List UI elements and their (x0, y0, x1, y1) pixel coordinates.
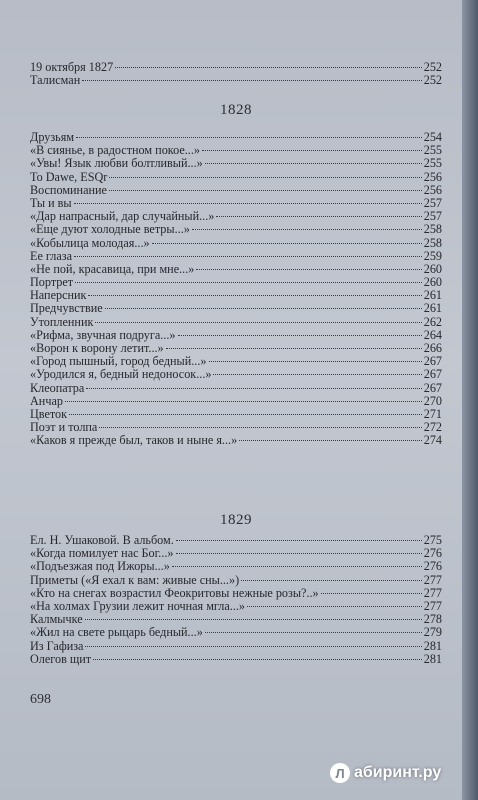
toc-entry-title: Предчувствие (30, 301, 103, 316)
toc-entry-page: 258 (423, 235, 442, 250)
toc-entry-page: 276 (423, 559, 442, 574)
toc-entry-title: Талисман (30, 73, 81, 88)
toc-entry-page: 257 (423, 209, 442, 224)
leader-dots (239, 440, 422, 441)
toc-entry-page: 276 (423, 546, 442, 561)
toc-entry-page: 267 (423, 367, 442, 382)
leader-dots (109, 190, 422, 191)
toc-entry (30, 559, 442, 572)
toc-entry-title: «В сиянье, в радостном покое...» (30, 143, 200, 158)
toc-entry-title: Воспоминание (30, 182, 107, 197)
leader-dots (74, 256, 422, 257)
leader-dots (166, 348, 422, 349)
toc-entry-title: «Не пой, красавица, при мне...» (30, 261, 195, 276)
leader-dots (65, 401, 422, 402)
toc-entry-title: Наперсник (30, 288, 87, 303)
leader-dots (88, 295, 421, 296)
toc-entry-page: 255 (423, 143, 442, 158)
toc-entry-page: 277 (423, 585, 442, 600)
toc-entry (30, 288, 442, 301)
toc-entry (30, 612, 442, 625)
toc-entry (30, 639, 442, 652)
toc-entry (30, 573, 442, 586)
leader-dots (205, 632, 422, 633)
leader-dots (93, 659, 422, 660)
toc-entry-title: «Жил на свете рыцарь бедный...» (30, 625, 203, 640)
toc-entry-page: 267 (423, 380, 442, 395)
toc-entry-title: Друзьям (30, 130, 75, 144)
toc-entry-title: Анчар (30, 393, 63, 408)
toc-entry-title: «Каков я прежде был, таков и ныне я...» (30, 433, 238, 448)
toc-entry-page: 274 (423, 433, 442, 448)
toc-entry (30, 209, 442, 222)
toc-entry (30, 196, 442, 209)
toc-entry (30, 130, 442, 143)
toc-top-section (30, 60, 442, 86)
toc-entry (30, 433, 442, 446)
toc-entry (30, 301, 442, 314)
toc-entry-title: «Когда помилует нас Бог...» (30, 546, 174, 561)
toc-entry-page: 252 (423, 73, 442, 88)
toc-entry-title: «Увы! Язык любви болтливый...» (30, 156, 203, 171)
leader-dots (176, 540, 422, 541)
leader-dots (86, 388, 421, 389)
toc-entry-title: Калмычке (30, 612, 83, 627)
toc-entry-title: 19 октября 1827 (30, 60, 114, 74)
toc-entry-page: 279 (423, 625, 442, 640)
toc-entry-page: 281 (423, 638, 442, 653)
toc-entry-title: Цветок (30, 406, 68, 421)
leader-dots (99, 427, 421, 428)
leader-dots (109, 177, 421, 178)
leader-dots (85, 619, 422, 620)
toc-entry (30, 394, 442, 407)
heading-1829 (30, 512, 442, 529)
leader-dots (205, 163, 422, 164)
toc-entry-title: Клеопатра (30, 380, 85, 395)
toc-entry-page: 266 (423, 341, 442, 355)
toc-entry-title: Ты и вы (30, 195, 72, 210)
section-heading: 1828 (220, 102, 252, 118)
toc-entry-page: 267 (423, 354, 442, 369)
toc-entry-title: «Уродился я, бедный недоносок...» (30, 367, 212, 382)
leader-dots (178, 335, 422, 336)
toc-entry (30, 60, 442, 73)
toc-entry-title: Из Гафиза (30, 638, 84, 653)
toc-entry-title: To Dawe, ESQr (30, 169, 108, 184)
toc-entry (30, 170, 442, 183)
toc-entry (30, 381, 442, 394)
leader-dots (76, 137, 422, 138)
toc-entry-page: 258 (423, 222, 442, 237)
toc-entry-title: «Ворон к ворону летит...» (30, 341, 164, 355)
toc-entry-page: 252 (423, 60, 442, 74)
toc-entry-page: 261 (423, 288, 442, 303)
leader-dots (209, 361, 422, 362)
toc-entry (30, 546, 442, 559)
toc-entry (30, 328, 442, 341)
leader-dots (82, 80, 421, 81)
toc-entry-page: 264 (423, 327, 442, 342)
toc-entry (30, 341, 442, 354)
toc-entry-title: «Подъезжая под Ижоры...» (30, 559, 170, 574)
toc-entry-page: 277 (423, 572, 442, 587)
toc-entry-title: Ел. Н. Ушаковой. В альбом. (30, 533, 174, 547)
leader-dots (172, 566, 422, 567)
toc-1829-list (30, 533, 442, 665)
toc-entry-title: «Дар напрасный, дар случайный...» (30, 209, 215, 224)
leader-dots (115, 67, 422, 68)
page-number: 698 (30, 692, 51, 707)
toc-entry-page: 278 (423, 612, 442, 627)
toc-entry-page: 281 (423, 651, 442, 666)
toc-entry (30, 420, 442, 433)
leader-dots (196, 269, 421, 270)
toc-entry (30, 73, 442, 86)
toc-entry-title: Поэт и толпа (30, 420, 98, 435)
toc-entry-page: 272 (423, 420, 442, 435)
toc-entry-page: 270 (423, 393, 442, 408)
leader-dots (152, 243, 422, 244)
heading-1828 (30, 102, 442, 119)
toc-entry-page: 260 (423, 275, 442, 290)
toc-entry-title: «Город пышный, город бедный...» (30, 354, 207, 369)
toc-entry (30, 586, 442, 599)
toc-entry-page: 277 (423, 598, 442, 613)
leader-dots (74, 203, 422, 204)
toc-entry (30, 533, 442, 546)
toc-entry-title: Портрет (30, 275, 74, 290)
leader-dots (321, 593, 422, 594)
toc-entry-title: Ее глаза (30, 248, 72, 263)
toc-entry-title: «Кто на снегах возрастил Феокритовы нежные розы?..» (30, 585, 319, 600)
toc-entry-page: 261 (423, 301, 442, 316)
toc-entry (30, 249, 442, 262)
watermark-text: абиринт.ру (354, 764, 442, 781)
toc-entry (30, 156, 442, 169)
toc-entry (30, 236, 442, 249)
leader-dots (216, 216, 421, 217)
toc-entry-title: Приметы («Я ехал к вам: живые сны...») (30, 572, 240, 587)
leader-dots (176, 553, 422, 554)
toc-entry-title: «Рифма, звучная подруга...» (30, 327, 176, 342)
toc-entry-title: «На холмах Грузии лежит ночная мгла...» (30, 598, 246, 613)
section-heading: 1829 (220, 512, 252, 528)
toc-entry-page: 256 (423, 169, 442, 184)
toc-entry-page: 257 (423, 195, 442, 210)
watermark (330, 763, 441, 783)
toc-entry-title: «Кобылица молодая...» (30, 235, 150, 250)
toc-entry (30, 262, 442, 275)
toc-entry-page: 275 (423, 533, 442, 547)
toc-entry (30, 407, 442, 420)
leader-dots (213, 374, 421, 375)
toc-entry-page: 260 (423, 261, 442, 276)
toc-entry (30, 222, 442, 235)
toc-1828-list (30, 130, 442, 447)
leader-dots (241, 580, 422, 581)
leader-dots (192, 229, 422, 230)
toc-entry-title: Олегов щит (30, 651, 92, 666)
toc-entry-page: 259 (423, 248, 442, 263)
leader-dots (75, 282, 422, 283)
toc-entry-title: Утопленник (30, 314, 94, 329)
toc-entry (30, 143, 442, 156)
leader-dots (105, 308, 422, 309)
leader-dots (85, 646, 421, 647)
toc-entry-page: 255 (423, 156, 442, 171)
toc-entry (30, 315, 442, 328)
toc-entry-title: «Еще дуют холодные ветры...» (30, 222, 190, 237)
page-edge (462, 0, 478, 800)
toc-entry-page: 262 (423, 314, 442, 329)
toc-entry (30, 599, 442, 612)
toc-entry-page: 254 (423, 130, 442, 144)
toc-entry (30, 625, 442, 638)
labyrinth-logo-icon: Л (330, 763, 350, 783)
leader-dots (202, 150, 422, 151)
toc-entry (30, 652, 442, 665)
leader-dots (95, 322, 421, 323)
toc-entry (30, 275, 442, 288)
toc-entry (30, 354, 442, 367)
toc-entry (30, 367, 442, 380)
toc-entry (30, 183, 442, 196)
toc-entry-page: 271 (423, 406, 442, 421)
leader-dots (247, 606, 422, 607)
leader-dots (69, 414, 422, 415)
toc-entry-page: 256 (423, 182, 442, 197)
